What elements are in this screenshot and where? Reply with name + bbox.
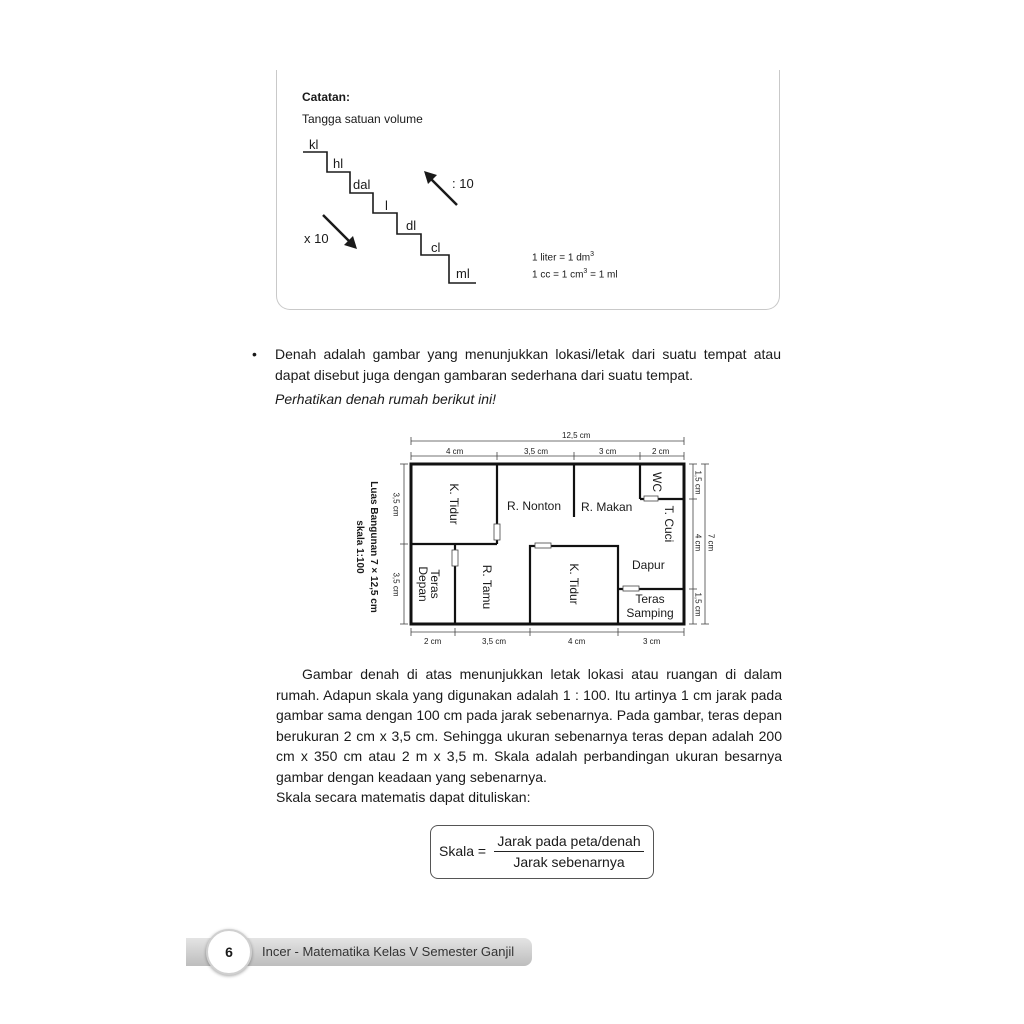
divide-label: : 10: [452, 176, 474, 191]
cc-conversion-text: 1 cc = 1 cm: [532, 269, 584, 281]
explanation-paragraph: [276, 664, 782, 808]
floor-plan-caption-title: Luas Bangunan 7 × 12,5 cm: [368, 481, 379, 613]
dim-top-3: 3 cm: [599, 447, 617, 456]
room-wc: WC: [650, 472, 664, 492]
liter-conversion-exp: 3: [590, 251, 594, 258]
formula-lhs: Skala =: [439, 843, 487, 859]
dim-right-2: 4 cm: [693, 533, 703, 552]
multiply-label: x 10: [304, 231, 329, 246]
formula-denominator: Jarak sebenarnya: [513, 854, 625, 870]
formula-intro: Skala secara matematis dapat dituliskan:: [276, 789, 531, 805]
page-number: 6: [206, 929, 252, 975]
room-r-tamu: R. Tamu: [480, 564, 494, 610]
room-r-makan: R. Makan: [581, 500, 633, 514]
formula-numerator: Jarak pada peta/denah: [497, 833, 641, 849]
dim-bottom-3: 4 cm: [568, 637, 586, 646]
liter-conversion-text: 1 liter = 1 dm: [532, 252, 591, 264]
step-kl: kl: [309, 137, 319, 152]
room-k-tidur-1: K. Tidur: [447, 483, 461, 525]
explanation-line-2: rumah. Adapun skala yang digunakan adalah 1 : 100. Itu artinya 1 cm jarak pada: [276, 686, 782, 703]
room-teras-samping-line-2: Samping: [626, 606, 674, 620]
dim-top-4: 2 cm: [652, 447, 670, 456]
dim-right-3: 1,5 cm: [693, 592, 703, 617]
dim-top-1: 4 cm: [446, 447, 464, 456]
bullet-point: •: [252, 346, 257, 362]
dim-total-height: 7 cm: [706, 533, 716, 552]
step-ml: ml: [456, 266, 470, 281]
room-k-tidur-2: K. Tidur: [567, 563, 581, 605]
cc-conversion-tail: = 1 ml: [587, 269, 618, 281]
intro-line-1: Denah adalah gambar yang menunjukkan lokasi/letak dari suatu tempat atau: [275, 346, 781, 362]
step-dl: dl: [406, 218, 417, 233]
step-hl: hl: [333, 156, 344, 171]
step-cl: cl: [431, 240, 441, 255]
intro-instruction: Perhatikan denah rumah berikut ini!: [275, 391, 497, 407]
room-teras-depan-line-1: Teras: [428, 569, 442, 599]
step-l: l: [385, 198, 388, 213]
explanation-line-5: cm x 350 cm atau 2 m x 3,5 m. Skala adalah perbandingan ukuran besarnya: [276, 748, 782, 764]
dim-bottom-2: 3,5 cm: [482, 637, 507, 646]
explanation-line-3: gambar sama dengan 100 cm pada jarak sebenarnya. Pada gambar, teras depan: [276, 707, 782, 723]
room-teras-samping-line-1: Teras: [635, 592, 665, 606]
explanation-line-6: gambar dengan keadaan yang sebenarnya.: [276, 768, 547, 785]
dim-left-2: 3,5 cm: [391, 572, 401, 597]
room-teras-samping: [622, 592, 678, 620]
note-title: Catatan:: [302, 90, 351, 104]
room-t-cuci: T. Cuci: [662, 505, 676, 543]
room-dapur: Dapur: [632, 558, 665, 572]
dim-bottom-1: 2 cm: [424, 637, 442, 646]
room-teras-depan-line-2: Depan: [416, 566, 430, 602]
explanation-line-1: Gambar denah di atas menunjukkan letak lokasi atau ruangan di dalam: [302, 666, 782, 682]
explanation-line-4: berukuran 2 cm x 3,5 cm. Sehingga ukuran sebenarnya teras depan adalah 200: [276, 727, 782, 744]
dim-left-1: 3,5 cm: [391, 492, 401, 517]
floor-plan-caption: [352, 457, 380, 637]
dim-top-2: 3,5 cm: [524, 447, 549, 456]
dim-total-width: 12,5 cm: [562, 431, 591, 440]
formula-fraction-bar: [494, 851, 644, 852]
floor-plan-caption-scale: skala 1:100: [354, 520, 365, 574]
note-subtitle: Tangga satuan volume: [302, 112, 423, 126]
dim-bottom-4: 3 cm: [643, 637, 661, 646]
room-r-nonton: R. Nonton: [507, 499, 562, 513]
intro-line-2: dapat disebut juga dengan gambaran sederhana dari suatu tempat.: [275, 367, 693, 383]
room-teras-depan: [417, 564, 441, 604]
step-dal: dal: [353, 177, 371, 192]
cc-conversion-exp: 3: [583, 268, 588, 275]
footer-text: Incer - Matematika Kelas V Semester Ganjil: [262, 944, 515, 959]
dim-right-1: 1,5 cm: [693, 470, 703, 495]
